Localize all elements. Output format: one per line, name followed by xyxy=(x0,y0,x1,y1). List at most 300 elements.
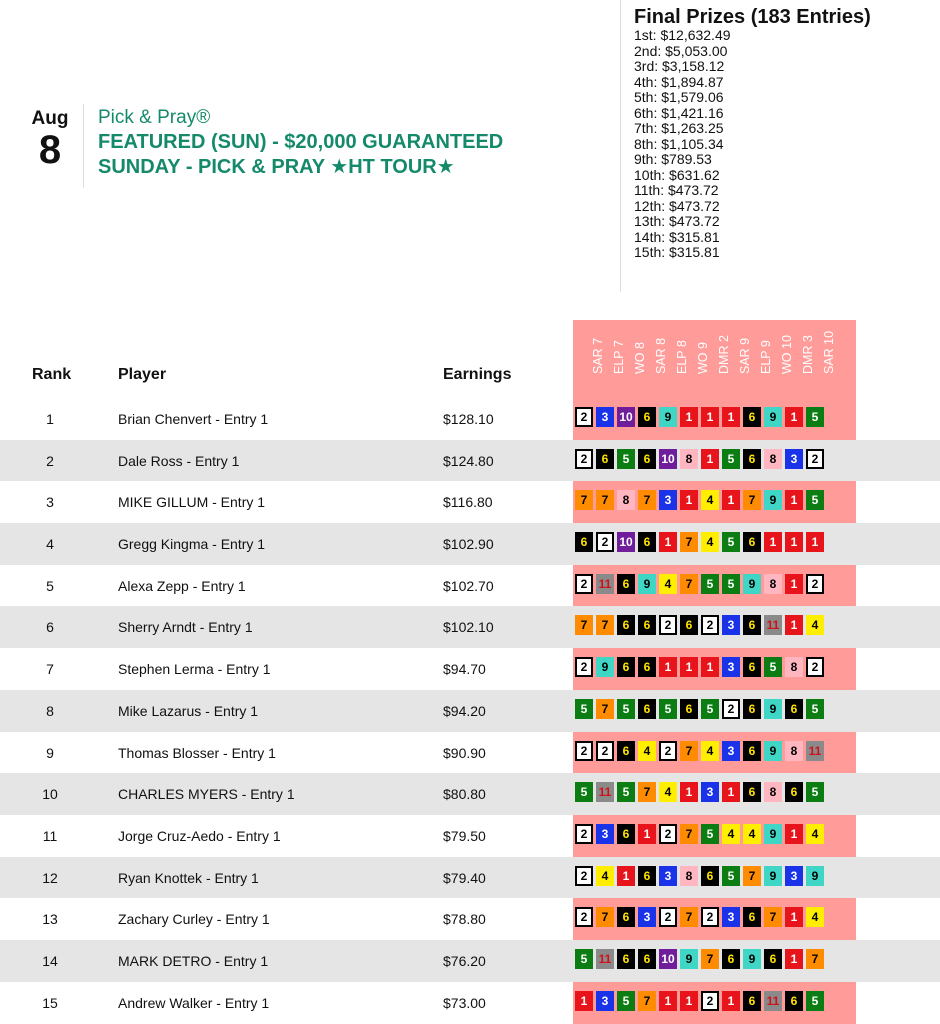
pick-number-badge: 7 xyxy=(680,574,698,594)
pick-number-badge: 2 xyxy=(575,824,593,844)
pick-number-badge: 11 xyxy=(764,991,782,1011)
race-label xyxy=(786,320,815,388)
rank-cell: 3 xyxy=(46,494,54,511)
pick-number-badge: 7 xyxy=(575,615,593,635)
prize-item: 11th: $473.72 xyxy=(634,182,719,198)
prize-item: 3rd: $3,158.12 xyxy=(634,58,725,74)
rank-cell: 5 xyxy=(46,577,54,594)
pick-number-badge: 9 xyxy=(596,657,614,677)
table-row[interactable] xyxy=(0,690,940,732)
pick-number-badge: 11 xyxy=(596,574,614,594)
pick-number-badge: 3 xyxy=(659,866,677,886)
pick-number-badge: 1 xyxy=(659,991,677,1011)
rank-cell: 11 xyxy=(42,827,58,844)
pick-number-badge: 11 xyxy=(764,615,782,635)
race-label-text: ELP 8 xyxy=(675,340,689,374)
player-name[interactable]: CHARLES MYERS - Entry 1 xyxy=(118,786,295,803)
pick-number-badge: 5 xyxy=(617,449,635,469)
rank-cell: 1 xyxy=(46,411,54,427)
pick-number-badge: 5 xyxy=(806,991,824,1011)
pick-number-badge: 4 xyxy=(701,741,719,761)
player-name[interactable]: Stephen Lerma - Entry 1 xyxy=(118,661,271,678)
pick-number-badge: 2 xyxy=(575,741,593,761)
pick-number-badge: 2 xyxy=(806,574,824,594)
player-name[interactable]: Zachary Curley - Entry 1 xyxy=(118,911,270,928)
earnings-cell: $124.80 xyxy=(443,452,494,469)
race-label-text: SAR 8 xyxy=(654,337,668,374)
race-label xyxy=(744,320,773,388)
player-name[interactable]: Brian Chenvert - Entry 1 xyxy=(118,411,269,427)
race-label xyxy=(681,320,710,388)
table-row[interactable] xyxy=(0,940,940,982)
race-header xyxy=(575,320,854,392)
player-name[interactable]: Alexa Zepp - Entry 1 xyxy=(118,577,246,594)
earnings-cell: $128.10 xyxy=(443,411,494,427)
pick-number-badge: 1 xyxy=(680,657,698,677)
leaderboard-table xyxy=(0,398,940,1023)
pick-number-badge: 6 xyxy=(722,949,740,969)
pick-number-badge: 5 xyxy=(575,699,593,719)
pick-number-badge: 6 xyxy=(701,866,719,886)
pick-number-badge: 6 xyxy=(743,991,761,1011)
pick-number-badge: 1 xyxy=(617,866,635,886)
earnings-cell: $116.80 xyxy=(443,494,493,511)
pick-number-badge: 7 xyxy=(764,907,782,927)
pick-number-badge: 4 xyxy=(743,824,761,844)
pick-number-badge: 6 xyxy=(743,657,761,677)
pick-number-badge: 6 xyxy=(638,866,656,886)
pick-number-badge: 2 xyxy=(659,824,677,844)
pick-number-badge: 6 xyxy=(764,949,782,969)
prize-item: 7th: $1,263.25 xyxy=(634,120,724,136)
pick-list xyxy=(575,824,824,844)
pick-number-badge: 8 xyxy=(785,741,803,761)
earnings-cell: $94.70 xyxy=(443,661,486,678)
rank-cell: 10 xyxy=(42,786,58,803)
pick-number-badge: 2 xyxy=(806,657,824,677)
pick-number-badge: 3 xyxy=(638,907,656,927)
pick-number-badge: 9 xyxy=(764,866,782,886)
table-row[interactable] xyxy=(0,606,940,648)
pick-number-badge: 10 xyxy=(617,532,635,552)
pick-number-badge: 5 xyxy=(806,782,824,802)
pick-number-badge: 5 xyxy=(617,991,635,1011)
pick-number-badge: 2 xyxy=(659,741,677,761)
race-label xyxy=(660,320,689,388)
table-row[interactable] xyxy=(0,773,940,815)
pick-number-badge: 6 xyxy=(638,449,656,469)
pick-number-badge: 6 xyxy=(785,782,803,802)
pick-number-badge: 3 xyxy=(596,991,614,1011)
pick-number-badge: 5 xyxy=(722,574,740,594)
pick-list xyxy=(575,532,824,552)
player-header: Player xyxy=(118,366,167,383)
rank-cell: 15 xyxy=(42,994,58,1011)
pick-list xyxy=(575,490,824,510)
table-row[interactable] xyxy=(0,815,940,857)
contest-title-line1[interactable]: FEATURED (SUN) - $20,000 GUARANTEED xyxy=(98,131,504,153)
pick-number-badge: 3 xyxy=(785,866,803,886)
pick-number-badge: 5 xyxy=(617,782,635,802)
pick-number-badge: 9 xyxy=(764,741,782,761)
earnings-header: Earnings xyxy=(443,366,512,383)
race-label xyxy=(639,320,668,388)
pick-number-badge: 5 xyxy=(575,949,593,969)
pick-number-badge: 9 xyxy=(680,949,698,969)
prize-item: 13th: $473.72 xyxy=(634,213,720,229)
pick-number-badge: 3 xyxy=(659,490,677,510)
earnings-cell: $102.10 xyxy=(443,619,494,636)
pick-list xyxy=(575,699,824,719)
pick-number-badge: 6 xyxy=(680,699,698,719)
race-label-text: DMR 2 xyxy=(717,335,731,374)
pick-number-badge: 1 xyxy=(701,657,719,677)
player-name[interactable]: Jorge Cruz-Aedo - Entry 1 xyxy=(118,827,281,844)
player-name[interactable]: Sherry Arndt - Entry 1 xyxy=(118,619,253,636)
pick-number-badge: 8 xyxy=(680,449,698,469)
earnings-cell: $78.80 xyxy=(443,911,486,928)
pick-number-badge: 1 xyxy=(575,991,593,1011)
pick-number-badge: 6 xyxy=(743,615,761,635)
pick-number-badge: 7 xyxy=(638,782,656,802)
pick-number-badge: 6 xyxy=(785,991,803,1011)
prize-item: 2nd: $5,053.00 xyxy=(634,42,728,59)
pick-number-badge: 8 xyxy=(764,782,782,802)
pick-number-badge: 7 xyxy=(743,490,761,510)
pick-number-badge: 6 xyxy=(617,824,635,844)
pick-number-badge: 1 xyxy=(785,907,803,927)
pick-number-badge: 1 xyxy=(680,407,698,427)
prize-item: 1st: $12,632.49 xyxy=(634,27,731,43)
pick-number-badge: 7 xyxy=(680,824,698,844)
pick-list xyxy=(575,615,824,635)
pick-number-badge: 6 xyxy=(596,449,614,469)
pick-number-badge: 6 xyxy=(638,615,656,635)
pick-number-badge: 6 xyxy=(743,532,761,552)
pick-number-badge: 4 xyxy=(722,824,740,844)
prize-item: 12th: $473.72 xyxy=(634,197,720,214)
rank-cell: 2 xyxy=(46,452,54,469)
pick-number-badge: 2 xyxy=(701,991,719,1011)
pick-number-badge: 8 xyxy=(764,449,782,469)
pick-number-badge: 1 xyxy=(680,991,698,1011)
race-label xyxy=(597,320,626,388)
pick-number-badge: 1 xyxy=(659,657,677,677)
contest-brand: Pick & Pray® xyxy=(98,107,211,128)
pick-number-badge: 2 xyxy=(575,866,593,886)
pick-number-badge: 4 xyxy=(806,615,824,635)
pick-number-badge: 1 xyxy=(806,532,824,552)
prize-item: 14th: $315.81 xyxy=(634,228,720,245)
pick-number-badge: 4 xyxy=(638,741,656,761)
earnings-cell: $76.20 xyxy=(443,952,486,969)
pick-number-badge: 2 xyxy=(596,532,614,552)
pick-number-badge: 3 xyxy=(785,449,803,469)
pick-number-badge: 11 xyxy=(596,782,614,802)
pick-number-badge: 2 xyxy=(701,615,719,635)
pick-number-badge: 11 xyxy=(596,949,614,969)
prize-item: 5th: $1,579.06 xyxy=(634,89,724,105)
pick-number-badge: 7 xyxy=(680,741,698,761)
pick-number-badge: 6 xyxy=(575,532,593,552)
race-label-text: WO 9 xyxy=(696,342,710,374)
pick-number-badge: 8 xyxy=(617,490,635,510)
prize-list xyxy=(634,28,871,261)
pick-number-badge: 9 xyxy=(743,949,761,969)
pick-number-badge: 9 xyxy=(764,824,782,844)
player-name[interactable]: Gregg Kingma - Entry 1 xyxy=(118,536,266,553)
pick-number-badge: 7 xyxy=(596,615,614,635)
prize-item: 15th: $315.81 xyxy=(634,244,720,260)
race-label xyxy=(807,320,836,388)
pick-number-badge: 1 xyxy=(722,407,740,427)
prizes-divider xyxy=(620,0,621,292)
pick-number-badge: 7 xyxy=(596,699,614,719)
pick-number-badge: 6 xyxy=(617,949,635,969)
table-row[interactable] xyxy=(0,565,940,607)
pick-number-badge: 6 xyxy=(638,407,656,427)
pick-number-badge: 1 xyxy=(638,824,656,844)
player-name[interactable]: Dale Ross - Entry 1 xyxy=(118,452,240,469)
pick-number-badge: 1 xyxy=(680,490,698,510)
pick-number-badge: 8 xyxy=(764,574,782,594)
pick-number-badge: 4 xyxy=(701,490,719,510)
pick-number-badge: 4 xyxy=(659,574,677,594)
pick-number-badge: 5 xyxy=(659,699,677,719)
player-name[interactable]: MIKE GILLUM - Entry 1 xyxy=(118,494,266,511)
pick-number-badge: 10 xyxy=(617,407,635,427)
pick-number-badge: 6 xyxy=(638,699,656,719)
earnings-cell: $102.90 xyxy=(443,536,494,553)
race-label-text: SAR 10 xyxy=(822,330,836,374)
pick-number-badge: 5 xyxy=(701,824,719,844)
final-prizes xyxy=(634,6,871,261)
pick-number-badge: 5 xyxy=(764,657,782,677)
rank-cell: 6 xyxy=(46,619,54,636)
pick-number-badge: 1 xyxy=(722,991,740,1011)
table-row[interactable] xyxy=(0,898,940,940)
pick-number-badge: 1 xyxy=(785,574,803,594)
race-label xyxy=(723,320,752,388)
pick-list xyxy=(575,449,824,469)
final-prizes-title: Final Prizes (183 Entries) xyxy=(634,6,871,28)
race-label xyxy=(618,320,647,388)
pick-number-badge: 7 xyxy=(638,490,656,510)
race-label-text: SAR 7 xyxy=(591,337,605,374)
race-label xyxy=(765,320,794,388)
pick-number-badge: 3 xyxy=(722,741,740,761)
pick-number-badge: 6 xyxy=(617,741,635,761)
pick-number-badge: 9 xyxy=(764,490,782,510)
pick-number-badge: 6 xyxy=(617,907,635,927)
pick-number-badge: 9 xyxy=(743,574,761,594)
pick-number-badge: 3 xyxy=(722,615,740,635)
pick-number-badge: 9 xyxy=(764,699,782,719)
pick-number-badge: 5 xyxy=(575,782,593,802)
pick-number-badge: 9 xyxy=(764,407,782,427)
pick-number-badge: 3 xyxy=(701,782,719,802)
player-name[interactable]: Mike Lazarus - Entry 1 xyxy=(118,702,259,719)
pick-number-badge: 3 xyxy=(596,407,614,427)
pick-number-badge: 4 xyxy=(701,532,719,552)
pick-number-badge: 5 xyxy=(701,574,719,594)
event-date xyxy=(28,108,72,170)
pick-number-badge: 2 xyxy=(596,741,614,761)
event-month: Aug xyxy=(31,108,69,129)
table-row[interactable] xyxy=(0,398,940,440)
pick-number-badge: 1 xyxy=(785,407,803,427)
race-label xyxy=(702,320,731,388)
table-row[interactable] xyxy=(0,440,940,482)
pick-number-badge: 2 xyxy=(575,407,593,427)
pick-number-badge: 1 xyxy=(701,407,719,427)
pick-number-badge: 1 xyxy=(722,782,740,802)
pick-number-badge: 5 xyxy=(722,532,740,552)
pick-number-badge: 10 xyxy=(659,449,677,469)
player-name[interactable]: Andrew Walker - Entry 1 xyxy=(118,994,270,1011)
pick-number-badge: 7 xyxy=(596,907,614,927)
pick-number-badge: 5 xyxy=(701,699,719,719)
race-label-text: SAR 9 xyxy=(738,337,752,374)
pick-number-badge: 6 xyxy=(743,907,761,927)
event-day: 8 xyxy=(38,128,62,172)
table-row[interactable] xyxy=(0,648,940,690)
prize-item: 10th: $631.62 xyxy=(634,166,720,183)
pick-number-badge: 5 xyxy=(806,407,824,427)
rank-cell: 4 xyxy=(46,536,54,553)
pick-list xyxy=(575,574,824,594)
pick-number-badge: 4 xyxy=(659,782,677,802)
pick-number-badge: 7 xyxy=(743,866,761,886)
pick-number-badge: 6 xyxy=(680,615,698,635)
earnings-cell: $94.20 xyxy=(443,702,486,719)
pick-list xyxy=(575,866,824,886)
pick-number-badge: 5 xyxy=(806,490,824,510)
pick-number-badge: 1 xyxy=(785,490,803,510)
pick-number-badge: 6 xyxy=(617,657,635,677)
rank-cell: 14 xyxy=(42,952,58,969)
pick-number-badge: 6 xyxy=(743,741,761,761)
rank-cell: 9 xyxy=(46,744,54,761)
pick-number-badge: 4 xyxy=(806,907,824,927)
pick-number-badge: 6 xyxy=(617,574,635,594)
earnings-cell: $79.50 xyxy=(443,827,486,844)
header-divider xyxy=(83,104,84,188)
race-label-text: WO 10 xyxy=(780,335,794,374)
pick-number-badge: 7 xyxy=(806,949,824,969)
pick-number-badge: 1 xyxy=(701,449,719,469)
earnings-cell: $79.40 xyxy=(443,869,486,886)
pick-number-badge: 7 xyxy=(680,907,698,927)
contest-title-block xyxy=(98,106,503,180)
pick-number-badge: 5 xyxy=(806,699,824,719)
pick-number-badge: 8 xyxy=(680,866,698,886)
pick-number-badge: 3 xyxy=(722,657,740,677)
pick-number-badge: 2 xyxy=(659,615,677,635)
pick-number-badge: 3 xyxy=(596,824,614,844)
pick-list xyxy=(575,991,824,1011)
pick-number-badge: 8 xyxy=(785,657,803,677)
pick-number-badge: 6 xyxy=(743,449,761,469)
pick-number-badge: 4 xyxy=(806,824,824,844)
player-name[interactable]: Thomas Blosser - Entry 1 xyxy=(118,744,276,761)
contest-title-line2[interactable]: SUNDAY - PICK & PRAY ★HT TOUR★ xyxy=(98,156,455,178)
rank-cell: 12 xyxy=(42,869,58,886)
pick-number-badge: 9 xyxy=(638,574,656,594)
table-row[interactable] xyxy=(0,857,940,899)
pick-number-badge: 6 xyxy=(743,699,761,719)
race-label-text: ELP 9 xyxy=(759,340,773,374)
pick-number-badge: 1 xyxy=(659,532,677,552)
pick-list xyxy=(575,741,824,761)
pick-number-badge: 11 xyxy=(806,741,824,761)
pick-number-badge: 9 xyxy=(659,407,677,427)
pick-number-badge: 2 xyxy=(659,907,677,927)
table-row[interactable] xyxy=(0,523,940,565)
pick-number-badge: 6 xyxy=(617,615,635,635)
rank-cell: 13 xyxy=(42,911,58,928)
pick-number-badge: 2 xyxy=(701,907,719,927)
pick-number-badge: 1 xyxy=(722,490,740,510)
pick-list xyxy=(575,949,824,969)
earnings-cell: $73.00 xyxy=(443,994,486,1011)
pick-number-badge: 1 xyxy=(785,615,803,635)
earnings-cell: $102.70 xyxy=(443,577,494,594)
pick-number-badge: 10 xyxy=(659,949,677,969)
rank-header: Rank xyxy=(32,366,72,383)
pick-number-badge: 6 xyxy=(638,949,656,969)
pick-number-badge: 6 xyxy=(743,782,761,802)
prize-item: 9th: $789.53 xyxy=(634,151,712,167)
pick-number-badge: 5 xyxy=(722,866,740,886)
pick-number-badge: 1 xyxy=(764,532,782,552)
pick-number-badge: 1 xyxy=(785,949,803,969)
earnings-cell: $90.90 xyxy=(443,744,486,761)
pick-number-badge: 2 xyxy=(575,574,593,594)
pick-number-badge: 2 xyxy=(806,449,824,469)
table-row[interactable] xyxy=(0,982,940,1024)
pick-number-badge: 6 xyxy=(638,532,656,552)
pick-number-badge: 7 xyxy=(596,490,614,510)
race-label-text: DMR 3 xyxy=(801,335,815,374)
pick-number-badge: 7 xyxy=(701,949,719,969)
pick-list xyxy=(575,407,824,427)
pick-number-badge: 6 xyxy=(785,699,803,719)
pick-list xyxy=(575,907,824,927)
prize-item: 8th: $1,105.34 xyxy=(634,135,724,152)
prize-item: 4th: $1,894.87 xyxy=(634,73,724,90)
pick-list xyxy=(575,657,824,677)
race-label-text: WO 8 xyxy=(633,342,647,374)
table-row[interactable] xyxy=(0,732,940,774)
pick-list xyxy=(575,782,824,802)
pick-number-badge: 6 xyxy=(743,407,761,427)
table-row[interactable] xyxy=(0,481,940,523)
rank-cell: 7 xyxy=(46,661,54,678)
pick-number-badge: 2 xyxy=(575,449,593,469)
pick-number-badge: 5 xyxy=(617,699,635,719)
rank-cell: 8 xyxy=(46,702,54,719)
pick-number-badge: 7 xyxy=(575,490,593,510)
player-name[interactable]: Ryan Knottek - Entry 1 xyxy=(118,869,259,886)
player-name[interactable]: MARK DETRO - Entry 1 xyxy=(118,952,269,969)
pick-number-badge: 1 xyxy=(680,782,698,802)
race-label xyxy=(576,320,605,388)
pick-number-badge: 6 xyxy=(638,657,656,677)
pick-number-badge: 9 xyxy=(806,866,824,886)
pick-number-badge: 1 xyxy=(785,824,803,844)
pick-number-badge: 2 xyxy=(575,907,593,927)
